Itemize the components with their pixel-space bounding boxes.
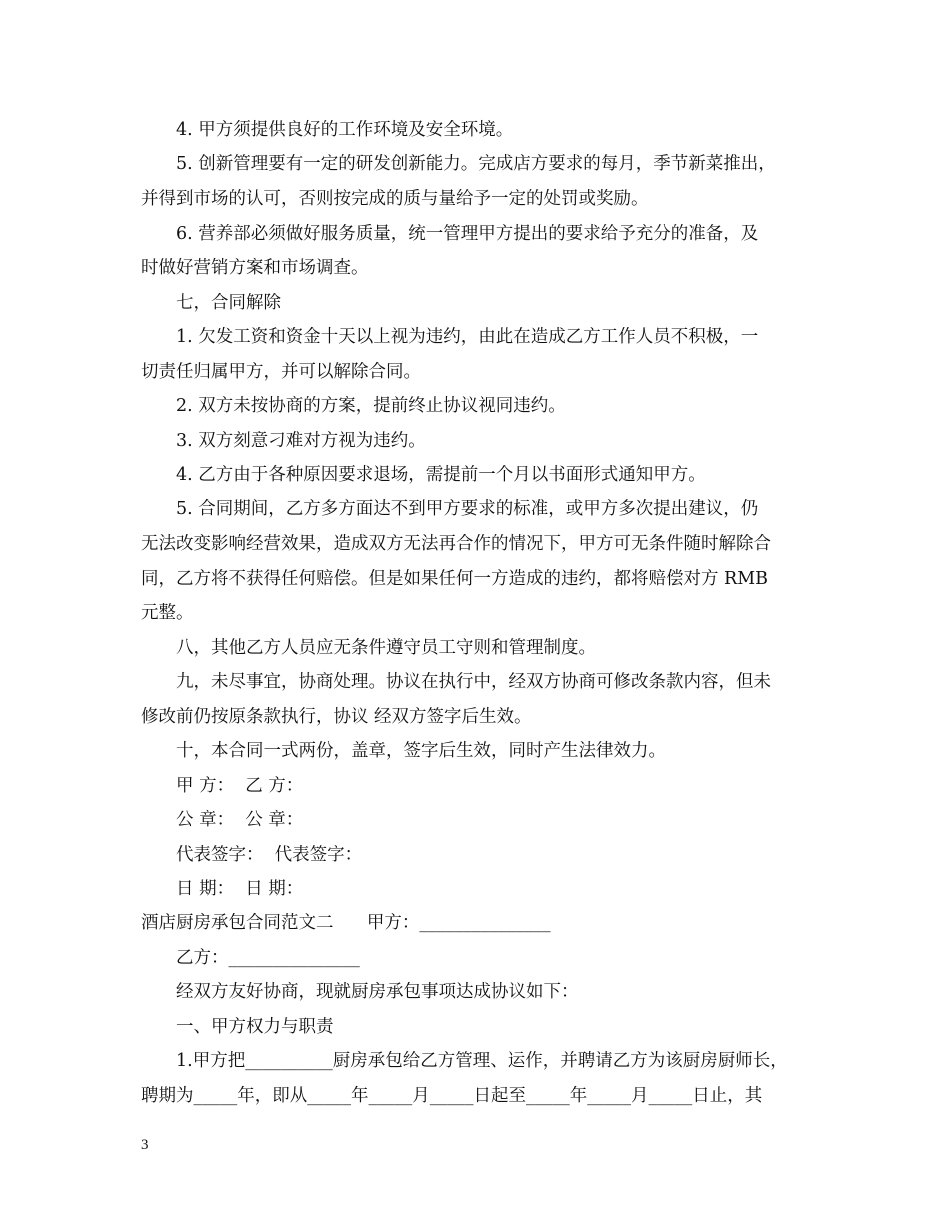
text-line: 同，乙方将不获得任何赔偿。但是如果任何一方造成的违约，都将赔偿对方 RMB [141, 569, 769, 589]
text-line: 聘期为_____年，即从_____年_____月_____日起至_____年_____月_____日止，其 [141, 1086, 763, 1106]
document-subtitle: 酒店厨房承包合同范文二 甲方：_______________ [141, 913, 551, 933]
signature-line-representative: 代表签字： 代表签字： [176, 845, 363, 865]
signature-line-seal: 公 章： 公 章： [176, 810, 304, 830]
text-line: 4. 乙方由于各种原因要求退场，需提前一个月以书面形式通知甲方。 [176, 465, 706, 485]
text-line: 经双方友好协商，现就厨房承包事项达成协议如下： [176, 982, 579, 1002]
text-line: 3. 双方刻意刁难对方视为违约。 [176, 431, 426, 451]
text-line: 无法改变影响经营效果，造成双方无法再合作的情况下，甲方可无条件随时解除合 [141, 534, 771, 554]
section-heading: 十，本合同一式两份，盖章，签字后生效，同时产生法律效力。 [176, 741, 666, 761]
section-heading: 八，其他乙方人员应无条件遵守员工守则和管理制度。 [176, 638, 596, 658]
text-line: 1. 欠发工资和资金十天以上视为违约，由此在造成乙方工作人员不积极，一 [176, 327, 759, 347]
section-heading: 九，未尽事宜，协商处理。协议在执行中，经双方协商可修改条款内容，但未 [176, 672, 771, 692]
text-line: 6. 营养部必须做好服务质量，统一管理甲方提出的要求给予充分的准备，及 [176, 224, 759, 244]
text-line: 5. 创新管理要有一定的研发创新能力。完成店方要求的每月，季节新菜推出， [176, 154, 776, 174]
section-heading: 七，合同解除 [176, 293, 281, 313]
text-line: 5. 合同期间，乙方多方面达不到甲方要求的标准，或甲方多次提出建议，仍 [176, 499, 759, 519]
signature-line-parties: 甲 方： 乙 方： [176, 776, 304, 796]
text-line: 修改前仍按原条款执行，协议 经双方签字后生效。 [141, 707, 532, 727]
text-line: 元整。 [141, 603, 194, 623]
text-line: 并得到市场的认可，否则按完成的质与量给予一定的处罚或奖励。 [141, 189, 649, 209]
section-heading: 一、甲方权力与职责 [176, 1017, 334, 1037]
signature-line-date: 日 期： 日 期： [176, 879, 304, 899]
text-line: 1.甲方把__________厨房承包给乙方管理、运作，并聘请乙方为该厨房厨师长， [176, 1051, 788, 1071]
text-line: 2. 双方未按协商的方案，提前终止协议视同违约。 [176, 396, 566, 416]
text-line: 切责任归属甲方，并可以解除合同。 [141, 362, 421, 382]
party-b-line: 乙方：_______________ [176, 948, 360, 968]
text-line: 4. 甲方须提供良好的工作环境及安全环境。 [176, 120, 514, 140]
page-number: 3 [141, 1137, 149, 1153]
text-line: 时做好营销方案和市场调查。 [141, 258, 369, 278]
